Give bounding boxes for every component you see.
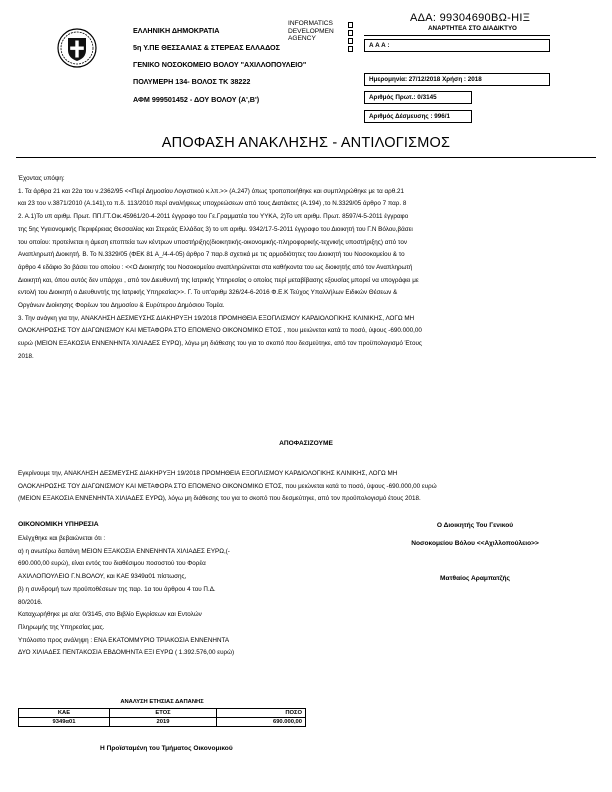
decision-line: ΟΛΟΚΛΗΡΩΣΗΣ ΤΟΥ ΔΙΑΓΩΝΙΣΜΟΥ ΚΑΙ ΜΕΤΑΦΟΡΑ ΣΤΟ ΕΠΟΜΕΝΟ ΟΙΚΟΝΟΜΙΚΟ ΕΤΟΣ, που μειώνεται κατά το ποσό, ύψους -690.000,00 ευρώ: [18, 482, 437, 490]
protocol-number-field: Αριθμός Πρωτ.: 0/3145: [364, 91, 472, 104]
body-line: του οποίου: προτείνεται η άμεση εποπτεία των κέντρων υποστήριξης(διοικητικής-οικονομικής-πληροφορικής-τεχνικής υποστήριξης) από τον: [18, 238, 407, 246]
financial-line: Ελέγχθηκε και βεβαιώνεται ότι :: [18, 535, 106, 542]
body-line: 1. Τα άρθρα 21 και 22α του ν.2362/95 <<Περί Δημοσίου Λογιστικού κ.λπ.>> (Α.247) όπως τροποποιήθηκε και συμπληρώθηκε με τα αρθ.21: [18, 187, 404, 195]
body-line: 3. Την ανάγκη για την, ΑΝΑΚΛΗΣΗ ΔΕΣΜΕΥΣΗΣ ΔΙΑΚΗΡΥΞΗ 19/2018 ΠΡΟΜΗΘΕΙΑ ΕΞΟΠΛΙΣΜΟΥ ΚΑΡΔΙΟΛΟΓΙΚΗΣ ΚΛΙΝΙΚΗΣ, ΛΟΓΩ ΜΗ: [18, 314, 415, 322]
informatics-agency-stamp: [288, 20, 348, 43]
body-line: ευρώ (ΜΕΙΟΝ ΕΞΑΚΟΣΙΑ ΕΝΝΕΝΗΝΤΑ ΧΙΛΙΑΔΕΣ ΕΥΡΩ), λόγω μη διάθεσης του για το σκοπό που δεσμεύτηκε, από τον προϋπολογισμό Έτους: [18, 340, 422, 348]
decision-line: (ΜΕΙΟΝ ΕΞΑΚΟΣΙΑ ΕΝΝΕΝΗΝΤΑ ΧΙΛΙΑΔΕΣ ΕΥΡΩ), λόγω μη διάθεσης του για το σκοπό που δεσμεύτηκε, από τον προϋπολογισμό έτους 2018.: [18, 495, 421, 503]
body-line: 2018.: [18, 352, 34, 360]
header-republic: ΕΛΛΗΝΙΚΗ ΔΗΜΟΚΡΑΤΙΑ: [133, 26, 220, 35]
body-line: 2. Α.1)Το υπ αριθμ. Πρωτ. ΠΠ.ΓΤ.Οικ.45961/20-4-2011 έγγραφο του Γε.Γραμματέα του ΥΥΚΑ, 2)Το υπ αριθμ. Πρωτ. 8597/4-5-2011 έγγραφο: [18, 213, 409, 221]
signatory-hospital: Νοσοκομείου Βόλου <<Αχιλλοπούλειο>>: [411, 540, 539, 547]
financial-line: Υπόλοιπο προς ανάληψη : ΕΝΑ ΕΚΑΤΟΜΜΥΡΙΟ ΤΡΙΑΚΟΣΙΑ ΕΝΝΕΝΗΝΤΑ: [18, 636, 230, 644]
annual-expense-table: [18, 699, 306, 727]
body-line: εντολή του Διοικητή ο Διευθυντής της Ιατρικής Υπηρεσίας>>. Γ. Το υπ'αριθμ 326/24-6-2016 Φ.Ε.Κ Τεύχος Υπαλλήλων Ειδικών Θέσεων &: [18, 289, 398, 297]
table-cell: 2019: [110, 718, 217, 727]
title-divider: [16, 157, 596, 158]
body-line: άρθρο 4 εδάφιο 3ο βάσει του οποίου : <<Ο Διοικητής του Νοσοκομείου αναπληρώνεται στα καθήκοντα του ως διοικητής από τον Αναπληρωτή: [18, 263, 413, 271]
header-health-region: 5η Υ.ΠΕ ΘΕΣΣΑΛΙΑΣ & ΣΤΕΡΕΑΣ ΕΛΛΑΔΟΣ: [133, 43, 280, 52]
column-header: ΚΑΕ: [19, 709, 110, 718]
divider: [364, 35, 550, 36]
publish-online-label: ΑΝΑΡΤΗΤΕΑ ΣΤΟ ΔΙΑΔΙΚΤΥΟ: [428, 25, 517, 32]
table-row: [19, 718, 306, 727]
financial-line: 80/2016.: [18, 598, 43, 606]
body-line: Οργάνων Διοίκησης Φορέων του Δημοσίου & Ευρύτερου Δημόσιου Τομέα.: [18, 302, 225, 310]
table-cell: 690.000,00: [217, 718, 306, 727]
footer-signature: Η Προϊσταμένη του Τμήματος Οικονομικού: [100, 745, 233, 752]
header-address: ΠΟΛΥΜΕΡΗ 134- ΒΟΛΟΣ ΤΚ 38222: [133, 77, 251, 86]
decision-heading: ΑΠΟΦΑΣΙΖΟΥΜΕ: [279, 440, 333, 447]
considerations-block: [18, 173, 596, 364]
header-tax-id: ΑΦΜ 999501452 - ΔΟΥ ΒΟΛΟΥ (Α',Β'): [133, 95, 260, 104]
financial-verification-block: [18, 533, 318, 660]
greek-coat-of-arms-icon: [57, 28, 97, 68]
body-line: Έχοντας υπόψη:: [18, 175, 65, 182]
financial-line: α) η ανωτέρω δαπάνη ΜΕΙΟΝ ΕΞΑΚΟΣΙΑ ΕΝΝΕΝΗΝΤΑ ΧΙΛΙΑΔΕΣ ΕΥΡΩ,(-: [18, 547, 230, 555]
financial-line: 690.000,00 ευρώ), είναι εντός του διαθέσιμου ποσοστού του Φορέα: [18, 560, 206, 568]
column-header: ΠΟΣΟ: [217, 709, 306, 718]
commitment-number-field: Αριθμός Δέσμευσης : 996/1: [364, 110, 472, 123]
financial-line: ΔΥΟ ΧΙΛΙΑΔΕΣ ΠΕΝΤΑΚΟΣΙΑ ΕΒΔΟΜΗΝΤΑ ΕΞΙ ΕΥΡΩ ( 1.392.576,00 ευρώ): [18, 649, 235, 657]
financial-line: Καταχωρήθηκε με α/α: 0/3145, στο Βιβλίο Εγκρίσεων και Εντολών: [18, 611, 202, 619]
info-line: INFORMATICS: [288, 20, 333, 27]
body-line: Αναπληρωτή Διοικητή. Β. Το Ν.3329/05 (ΦΕΚ 81 Α_/4-4-05) άρθρο 7 παρ.8 σχετικά με τις αρμοδιότητες του Διοικητή του Νοσοκομείου & το: [18, 251, 405, 259]
aaa-field: Α Α Α :: [364, 39, 550, 52]
document-title: ΑΠΟΦΑΣΗ ΑΝΑΚΛΗΣΗΣ - ΑΝΤΙΛΟΓΙΣΜΟΣ: [161, 135, 451, 151]
info-line: DEVELOPMEN: [288, 27, 334, 35]
financial-line: β) η συνδρομή των προϋποθέσεων της παρ. 1α του άρθρου 4 του Π.Δ.: [18, 585, 216, 593]
table-caption: ΑΝΑΛΥΣΗ ΕΤΗΣΙΑΣ ΔΑΠΑΝΗΣ: [120, 699, 204, 705]
financial-line: ΑΧΙΛΛΟΠΟΥΛΕΙΟ Γ.Ν.ΒΟΛΟΥ, και ΚΑΕ 9349α01 πίστωσης,: [18, 573, 187, 581]
table-header-row: [19, 709, 306, 718]
decision-block: [18, 468, 596, 506]
ada-code: ΑΔΑ: 99304690ΒΩ-ΗΙΞ: [410, 12, 531, 24]
body-line: της 5ης Υγειονομικής Περιφέρειας Θεσσαλίας και Στερεάς Ελλάδας 3) το υπ αριθμ. 9342/17-5-2011 έγγραφο του Διοικητή του Γ.Ν Βόλου,βάσει: [18, 225, 413, 233]
signatory-title: Ο Διοικητής Του Γενικού: [436, 522, 514, 529]
body-line: και 23 του ν.3871/2010 (Α.141),το π.δ. 113/2010 περί αναλήψεως υποχρεώσεων από τους Διατάκτες (Α.194) ,το Ν.3329/05 άρθρο 7 παρ. 8: [18, 200, 407, 208]
header-hospital: ΓΕΝΙΚΟ ΝΟΣΟΚΟΜΕΙΟ ΒΟΛΟΥ "ΑΧΙΛΛΟΠΟΥΛΕΙΟ": [133, 60, 307, 69]
column-header: ΕΤΟΣ: [110, 709, 217, 718]
financial-line: Πληρωμής της Υπηρεσίας μας.: [18, 623, 105, 631]
financial-service-heading: ΟΙΚΟΝΟΜΙΚΗ ΥΠΗΡΕΣΙΑ: [18, 521, 99, 528]
body-line: ΟΛΟΚΛΗΡΩΣΗΣ ΤΟΥ ΔΙΑΓΩΝΙΣΜΟΥ ΚΑΙ ΜΕΤΑΦΟΡΑ ΣΤΟ ΕΠΟΜΕΝΟ ΟΙΚΟΝΟΜΙΚΟ ΕΤΟΣ , που μειώνεται κατά το ποσό, ύψους -690.000,00: [18, 327, 422, 335]
body-line: Διοικητή και, όπου αυτός δεν υπάρχει , από τον Διευθυντή της Ιατρικής Υπηρεσίας ο οποίος περί μεταβίβασης εξουσίας μπορεί να υπογράφει με: [18, 276, 419, 284]
decision-line: Εγκρίνουμε την, ΑΝΑΚΛΗΣΗ ΔΕΣΜΕΥΣΗΣ ΔΙΑΚΗΡΥΞΗ 19/2018 ΠΡΟΜΗΘΕΙΑ ΕΞΟΠΛΙΣΜΟΥ ΚΑΡΔΙΟΛΟΓΙΚΗΣ ΚΛΙΝΙΚΗΣ, ΛΟΓΩ ΜΗ: [18, 470, 398, 477]
date-field: Ημερομηνία: 27/12/2018 Χρήση : 2018: [364, 73, 550, 86]
table-cell: 9349α01: [19, 718, 110, 727]
info-line: AGENCY: [288, 35, 316, 43]
signatory-name: Ματθαίος Αραμπατζής: [440, 575, 510, 582]
info-boxes: [348, 22, 353, 54]
